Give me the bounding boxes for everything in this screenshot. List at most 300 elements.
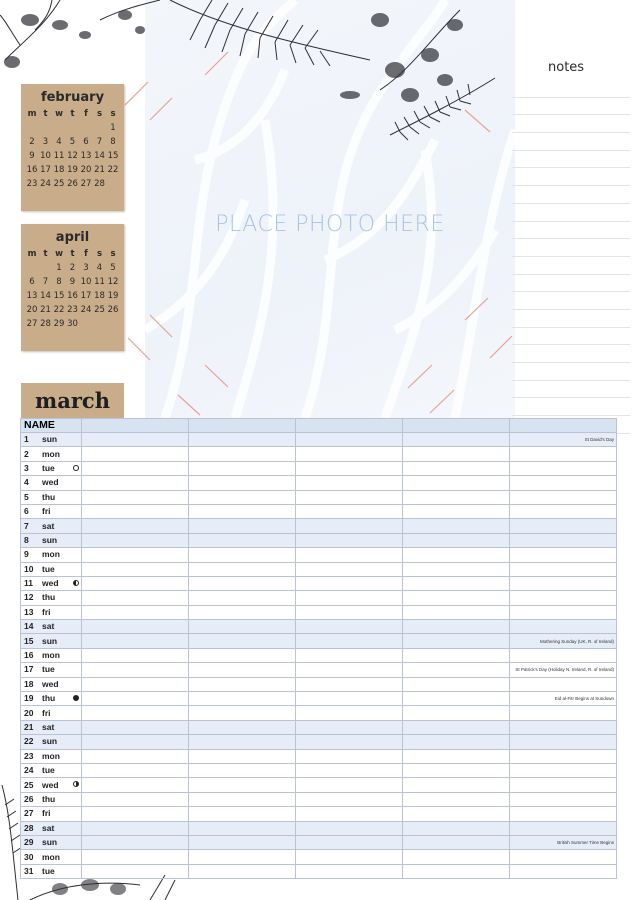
mini-day: 12: [67, 151, 78, 161]
planner-cell[interactable]: [82, 519, 189, 533]
planner-cell[interactable]: [296, 763, 403, 777]
day-row: [21, 533, 617, 547]
holiday-label: British Summer Time Begins: [557, 840, 614, 846]
planner-cell[interactable]: [403, 548, 510, 562]
notes-line: [512, 310, 630, 328]
mini-day: 13: [80, 151, 92, 161]
planner-cell[interactable]: [510, 821, 617, 835]
mini-day: 11: [53, 151, 65, 161]
planner-cell[interactable]: [403, 835, 510, 849]
mini-day: 29: [53, 319, 65, 329]
mini-day: 25: [53, 179, 65, 189]
planner-cell[interactable]: [510, 433, 617, 447]
planner-cell[interactable]: [189, 591, 296, 605]
mini-day: 19: [107, 291, 119, 301]
day-label: [21, 864, 82, 878]
planner-cell[interactable]: [296, 562, 403, 576]
notes-line: [512, 328, 630, 346]
planner-cell[interactable]: [510, 504, 617, 518]
name-cell[interactable]: [403, 419, 510, 433]
day-label: [21, 720, 82, 734]
planner-cell[interactable]: [403, 591, 510, 605]
day-label: [21, 548, 82, 562]
day-row: [21, 807, 617, 821]
day-label: [21, 634, 82, 648]
day-weekday: wed: [42, 779, 59, 790]
holiday-label: Eid al-Fitr Begins at Sundown: [554, 696, 614, 702]
day-number: 22: [24, 736, 34, 747]
day-number: 28: [24, 822, 34, 833]
planner-cell[interactable]: [189, 533, 296, 547]
planner-cell[interactable]: [296, 620, 403, 634]
mini-day: 28: [94, 179, 105, 189]
planner-cell[interactable]: [296, 648, 403, 662]
day-row: [21, 663, 617, 677]
day-number: 10: [24, 563, 34, 574]
day-row: [21, 648, 617, 662]
planner-cell[interactable]: [296, 576, 403, 590]
planner-cell[interactable]: [82, 735, 189, 749]
planner-cell[interactable]: [82, 461, 189, 475]
planner-cell[interactable]: [403, 735, 510, 749]
moon-phase-icon: [73, 580, 79, 586]
planner-cell[interactable]: [510, 576, 617, 590]
planner-cell[interactable]: [510, 476, 617, 490]
planner-cell[interactable]: [189, 562, 296, 576]
planner-cell[interactable]: [296, 778, 403, 792]
planner-cell[interactable]: [403, 821, 510, 835]
planner-cell[interactable]: [510, 620, 617, 634]
planner-cell[interactable]: [82, 591, 189, 605]
planner-cell[interactable]: [403, 533, 510, 547]
planner-cell[interactable]: [82, 692, 189, 706]
planner-cell[interactable]: [189, 749, 296, 763]
day-weekday: fri: [42, 606, 51, 617]
day-number: 27: [24, 808, 34, 819]
day-number: 23: [24, 750, 34, 761]
mini-day: 22: [53, 305, 65, 315]
planner-cell[interactable]: [189, 447, 296, 461]
planner-cell[interactable]: [296, 476, 403, 490]
planner-cell[interactable]: [510, 720, 617, 734]
planner-cell[interactable]: [403, 620, 510, 634]
planner-cell[interactable]: [82, 634, 189, 648]
day-row: [21, 605, 617, 619]
mini-day: 23: [26, 179, 38, 189]
planner-cell[interactable]: [510, 461, 617, 475]
day-label: [21, 749, 82, 763]
planner-cell[interactable]: [296, 447, 403, 461]
planner-cell[interactable]: [189, 735, 296, 749]
mini-day: 13: [26, 291, 38, 301]
month-title: march: [21, 383, 124, 418]
planner-cell[interactable]: [82, 605, 189, 619]
planner-cell[interactable]: [510, 850, 617, 864]
mini-day: 5: [110, 263, 116, 273]
mini-day: 10: [80, 277, 92, 287]
mini-day: [52, 123, 66, 134]
day-weekday: tue: [42, 765, 55, 776]
planner-cell[interactable]: [403, 562, 510, 576]
mini-day: 5: [69, 137, 76, 147]
planner-cell[interactable]: [403, 634, 510, 648]
weekday-label: m: [27, 109, 37, 119]
mini-day: [39, 263, 53, 274]
planner-cell[interactable]: [403, 792, 510, 806]
name-cell[interactable]: [296, 419, 403, 433]
planner-cell[interactable]: [189, 461, 296, 475]
day-weekday: sat: [42, 621, 55, 632]
planner-cell[interactable]: [510, 763, 617, 777]
planner-cell[interactable]: [82, 476, 189, 490]
planner-cell[interactable]: [189, 763, 296, 777]
mini-day: 26: [67, 179, 78, 189]
mini-day: 8: [56, 277, 62, 287]
planner-cell[interactable]: [82, 763, 189, 777]
planner-cell[interactable]: [82, 807, 189, 821]
planner-cell[interactable]: [82, 533, 189, 547]
planner-cell[interactable]: [189, 706, 296, 720]
mini-day: 11: [94, 277, 105, 287]
planner-cell[interactable]: [403, 864, 510, 878]
day-weekday: tue: [42, 865, 55, 876]
planner-cell[interactable]: [189, 692, 296, 706]
mini-day: [25, 263, 39, 274]
day-label: [21, 677, 82, 691]
mini-day: 4: [96, 263, 103, 273]
planner-cell[interactable]: [510, 591, 617, 605]
day-label: [21, 605, 82, 619]
mini-day: 7: [96, 137, 103, 147]
day-label: [21, 735, 82, 749]
planner-cell[interactable]: [510, 663, 617, 677]
planner-cell[interactable]: [403, 461, 510, 475]
planner-cell[interactable]: [510, 677, 617, 691]
planner-cell[interactable]: [510, 447, 617, 461]
day-number: 9: [24, 549, 29, 560]
planner-cell[interactable]: [403, 447, 510, 461]
day-row: [21, 835, 617, 849]
planner-cell[interactable]: [82, 821, 189, 835]
planner-cell[interactable]: [189, 576, 296, 590]
planner-cell[interactable]: [296, 663, 403, 677]
planner-cell[interactable]: [403, 490, 510, 504]
family-planner-grid: [20, 418, 617, 879]
notes-line: [512, 80, 630, 98]
planner-cell[interactable]: [510, 519, 617, 533]
day-label: [21, 519, 82, 533]
day-label: [21, 562, 82, 576]
planner-cell[interactable]: [403, 504, 510, 518]
mini-day: 24: [40, 179, 51, 189]
planner-cell[interactable]: [189, 634, 296, 648]
planner-cell[interactable]: [82, 490, 189, 504]
mini-day: 3: [42, 137, 49, 147]
planner-cell[interactable]: [296, 835, 403, 849]
planner-cell[interactable]: [82, 562, 189, 576]
planner-cell[interactable]: [510, 490, 617, 504]
day-row: [21, 778, 617, 792]
day-row: [21, 562, 617, 576]
planner-cell[interactable]: [189, 807, 296, 821]
planner-cell[interactable]: [189, 864, 296, 878]
mini-day: 18: [53, 165, 65, 175]
day-label: [21, 461, 82, 475]
mini-day: 21: [40, 305, 51, 315]
mini-day: 15: [107, 151, 119, 161]
day-row: [21, 490, 617, 504]
day-number: 20: [24, 707, 34, 718]
planner-cell[interactable]: [82, 850, 189, 864]
planner-cell[interactable]: [510, 749, 617, 763]
day-number: 21: [24, 722, 34, 732]
planner-cell[interactable]: [403, 605, 510, 619]
planner-cell[interactable]: [189, 620, 296, 634]
mini-day: 9: [69, 277, 76, 287]
planner-cell[interactable]: [510, 605, 617, 619]
planner-cell[interactable]: [296, 807, 403, 821]
planner-cell[interactable]: [189, 519, 296, 533]
planner-cell[interactable]: [82, 648, 189, 662]
day-row: [21, 677, 617, 691]
planner-cell[interactable]: [510, 533, 617, 547]
mini-day: 17: [80, 291, 92, 301]
weekday-label: w: [55, 249, 63, 259]
planner-cell[interactable]: [82, 447, 189, 461]
notes-line: [512, 115, 630, 133]
day-weekday: sun: [42, 635, 58, 646]
day-label: [21, 648, 82, 662]
day-weekday: wed: [42, 477, 59, 488]
planner-cell[interactable]: [189, 835, 296, 849]
planner-cell[interactable]: [510, 807, 617, 821]
planner-cell[interactable]: [296, 692, 403, 706]
planner-cell[interactable]: [510, 692, 617, 706]
planner-cell[interactable]: [189, 490, 296, 504]
planner-cell[interactable]: [296, 821, 403, 835]
planner-cell[interactable]: [296, 433, 403, 447]
planner-cell[interactable]: [403, 692, 510, 706]
planner-cell[interactable]: [82, 548, 189, 562]
planner-cell[interactable]: [510, 634, 617, 648]
day-row: [21, 735, 617, 749]
day-weekday: sun: [42, 837, 58, 848]
planner-cell[interactable]: [403, 778, 510, 792]
day-weekday: thu: [42, 491, 56, 502]
planner-cell[interactable]: [296, 677, 403, 691]
day-label: [21, 763, 82, 777]
planner-cell[interactable]: [189, 548, 296, 562]
planner-cell[interactable]: [403, 648, 510, 662]
planner-cell[interactable]: [82, 864, 189, 878]
planner-cell[interactable]: [403, 476, 510, 490]
planner-cell[interactable]: [296, 864, 403, 878]
planner-cell[interactable]: [510, 792, 617, 806]
planner-cell[interactable]: [296, 490, 403, 504]
day-weekday: mon: [42, 750, 60, 761]
day-label: [21, 792, 82, 806]
planner-cell[interactable]: [296, 735, 403, 749]
planner-cell[interactable]: [82, 663, 189, 677]
notes-line: [512, 239, 630, 257]
planner-cell[interactable]: [189, 821, 296, 835]
holiday-label: St David's Day: [584, 437, 614, 443]
planner-cell[interactable]: [189, 720, 296, 734]
planner-cell[interactable]: [82, 778, 189, 792]
planner-cell[interactable]: [296, 605, 403, 619]
planner-cell[interactable]: [296, 720, 403, 734]
mini-day: 28: [40, 319, 51, 329]
notes-line: [512, 204, 630, 222]
day-weekday: wed: [42, 578, 59, 589]
planner-cell[interactable]: [510, 864, 617, 878]
notes-lines[interactable]: [512, 80, 630, 434]
planner-cell[interactable]: [403, 763, 510, 777]
planner-cell[interactable]: [510, 648, 617, 662]
planner-cell[interactable]: [189, 677, 296, 691]
planner-cell[interactable]: [403, 807, 510, 821]
weekday-label: t: [43, 109, 48, 119]
mini-calendar-april: [21, 224, 124, 351]
planner-cell[interactable]: [82, 792, 189, 806]
name-cell[interactable]: [510, 419, 617, 433]
weekday-label: s: [96, 109, 103, 119]
planner-cell[interactable]: [82, 504, 189, 518]
day-row: [21, 864, 617, 878]
day-row: [21, 548, 617, 562]
day-weekday: tue: [42, 563, 55, 574]
day-row: [21, 850, 617, 864]
planner-cell[interactable]: [189, 792, 296, 806]
planner-cell[interactable]: [82, 749, 189, 763]
mini-day: 10: [40, 151, 51, 161]
planner-cell[interactable]: [296, 548, 403, 562]
day-row: [21, 576, 617, 590]
planner-cell[interactable]: [82, 620, 189, 634]
planner-cell[interactable]: [403, 850, 510, 864]
planner-cell[interactable]: [510, 778, 617, 792]
mini-calendar-title: april: [55, 230, 90, 245]
mini-day: 27: [26, 319, 38, 329]
photo-placeholder-label: PLACE PHOTO HERE: [215, 212, 445, 237]
day-number: 31: [24, 865, 34, 876]
planner-cell[interactable]: [296, 461, 403, 475]
day-row: [21, 749, 617, 763]
day-number: 11: [24, 578, 33, 589]
day-number: 25: [24, 779, 34, 790]
planner-cell[interactable]: [403, 706, 510, 720]
planner-cell[interactable]: [82, 835, 189, 849]
planner-cell[interactable]: [189, 663, 296, 677]
planner-cell[interactable]: [510, 562, 617, 576]
planner-cell[interactable]: [189, 778, 296, 792]
day-label: [21, 533, 82, 547]
day-label: [21, 850, 82, 864]
planner-cell[interactable]: [296, 634, 403, 648]
name-header: NAME: [21, 419, 82, 433]
planner-cell[interactable]: [296, 792, 403, 806]
day-label: [21, 620, 82, 634]
planner-cell[interactable]: [403, 677, 510, 691]
planner-cell[interactable]: [510, 835, 617, 849]
planner-cell[interactable]: [296, 749, 403, 763]
mini-day: 7: [42, 277, 49, 287]
mini-day: 1: [110, 123, 116, 133]
planner-cell[interactable]: [296, 591, 403, 605]
planner-cell[interactable]: [189, 648, 296, 662]
planner-cell[interactable]: [510, 548, 617, 562]
planner-cell[interactable]: [403, 663, 510, 677]
mini-day: 19: [67, 165, 78, 175]
day-number: 8: [24, 534, 29, 545]
planner-cell[interactable]: [403, 720, 510, 734]
day-number: 30: [24, 851, 34, 862]
name-cell[interactable]: [82, 419, 189, 433]
planner-cell[interactable]: [189, 850, 296, 864]
mini-day: 2: [29, 137, 35, 147]
planner-cell[interactable]: [82, 720, 189, 734]
planner-cell[interactable]: [296, 519, 403, 533]
planner-cell[interactable]: [189, 605, 296, 619]
planner-cell[interactable]: [403, 749, 510, 763]
planner-cell[interactable]: [82, 433, 189, 447]
mini-day: 24: [80, 305, 92, 315]
planner-header-row: [21, 419, 617, 433]
day-weekday: sun: [42, 736, 58, 747]
weekday-label: t: [70, 249, 75, 259]
weekday-label: s: [110, 109, 116, 119]
planner-cell[interactable]: [82, 706, 189, 720]
planner-cell[interactable]: [189, 433, 296, 447]
notes-line: [512, 133, 630, 151]
name-cell[interactable]: [189, 419, 296, 433]
day-weekday: fri: [42, 707, 51, 718]
notes-title: notes: [548, 60, 585, 75]
planner-cell[interactable]: [296, 850, 403, 864]
day-weekday: tue: [42, 462, 55, 473]
planner-cell[interactable]: [510, 735, 617, 749]
planner-cell[interactable]: [82, 677, 189, 691]
mini-day: 27: [80, 179, 92, 189]
planner-cell[interactable]: [189, 504, 296, 518]
mini-calendar-title: february: [40, 90, 105, 105]
planner-cell[interactable]: [403, 576, 510, 590]
day-label: [21, 433, 82, 447]
planner-cell[interactable]: [403, 433, 510, 447]
planner-cell[interactable]: [296, 533, 403, 547]
day-number: 17: [24, 664, 34, 675]
planner-cell[interactable]: [510, 706, 617, 720]
mini-day: 16: [26, 165, 38, 175]
day-number: 2: [24, 448, 29, 459]
day-row: [21, 720, 617, 734]
day-row: [21, 821, 617, 835]
day-weekday: fri: [42, 506, 51, 517]
day-number: 26: [24, 793, 34, 804]
planner-cell[interactable]: [403, 519, 510, 533]
planner-cell[interactable]: [82, 576, 189, 590]
notes-line: [512, 257, 630, 275]
mini-day: 20: [26, 305, 38, 315]
planner-cell[interactable]: [189, 476, 296, 490]
notes-line: [512, 345, 630, 363]
day-weekday: sun: [42, 534, 58, 545]
weekday-label: s: [96, 249, 103, 259]
planner-cell[interactable]: [296, 706, 403, 720]
planner-cell[interactable]: [296, 504, 403, 518]
mini-day: 30: [67, 319, 78, 329]
day-number: 16: [24, 650, 34, 661]
